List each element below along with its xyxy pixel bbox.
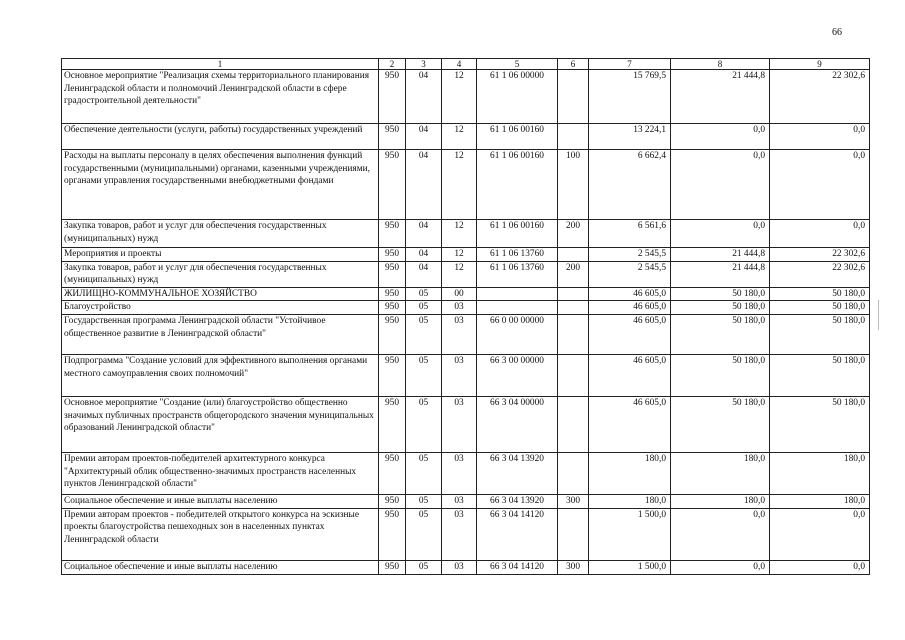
cell-subsection: 03: [442, 560, 477, 574]
cell-sum-2: 50 180,0: [671, 314, 770, 354]
cell-sum-3: 180,0: [770, 494, 870, 508]
cell-subsection: 03: [442, 452, 477, 494]
cell-sum-1: 1 500,0: [589, 560, 671, 574]
cell-admin: 950: [379, 560, 406, 574]
cell-sum-2: 21 444,8: [671, 70, 770, 124]
cell-sum-3: 50 180,0: [770, 301, 870, 315]
cell-section: 04: [406, 150, 442, 220]
cell-sum-2: 21 444,8: [671, 261, 770, 287]
budget-table: [61, 58, 870, 575]
cell-admin: 950: [379, 508, 406, 560]
cell-sum-3: 50 180,0: [770, 354, 870, 396]
cell-type: [558, 301, 589, 315]
cell-section: 05: [406, 396, 442, 452]
col-header: 7: [589, 59, 671, 70]
cell-subsection: 12: [442, 248, 477, 262]
cell-subsection: 12: [442, 220, 477, 248]
cell-target: 61 1 06 13760: [477, 248, 558, 262]
cell-sum-3: 50 180,0: [770, 314, 870, 354]
cell-target: [477, 287, 558, 301]
cell-name: Расходы на выплаты персоналу в целях обеспечения выполнения функций государственными (муниципальными) органами, казенными учреждениями, органами управления государственными внебюджетными фондами: [62, 150, 379, 220]
col-header: 6: [558, 59, 589, 70]
cell-target: 61 1 06 00160: [477, 124, 558, 150]
cell-target: 66 3 04 14120: [477, 508, 558, 560]
cell-sum-1: 46 605,0: [589, 354, 671, 396]
cell-sum-2: 180,0: [671, 494, 770, 508]
cell-sum-3: 22 302,6: [770, 70, 870, 124]
cell-target: 61 1 06 00000: [477, 70, 558, 124]
scan-artifact: [878, 300, 879, 330]
cell-type: [558, 70, 589, 124]
cell-sum-3: 0,0: [770, 150, 870, 220]
cell-section: 05: [406, 494, 442, 508]
cell-name: Мероприятия и проекты: [62, 248, 379, 262]
table-row: [62, 508, 870, 560]
cell-type: [558, 396, 589, 452]
table-row: [62, 220, 870, 248]
cell-section: 05: [406, 452, 442, 494]
cell-type: [558, 354, 589, 396]
cell-sum-2: 0,0: [671, 508, 770, 560]
cell-target: 66 0 00 00000: [477, 314, 558, 354]
cell-subsection: 03: [442, 396, 477, 452]
cell-sum-1: 13 224,1: [589, 124, 671, 150]
table-row: [62, 452, 870, 494]
cell-section: 04: [406, 261, 442, 287]
cell-name: Государственная программа Ленинградской области "Устойчивое общественное развитие в Ленинградской области": [62, 314, 379, 354]
cell-sum-3: 0,0: [770, 508, 870, 560]
table-row: [62, 287, 870, 301]
cell-sum-2: 21 444,8: [671, 248, 770, 262]
cell-sum-2: 0,0: [671, 150, 770, 220]
table-row: [62, 396, 870, 452]
cell-admin: 950: [379, 70, 406, 124]
cell-name: Социальное обеспечение и иные выплаты населению: [62, 494, 379, 508]
cell-section: 05: [406, 508, 442, 560]
cell-section: 04: [406, 70, 442, 124]
cell-type: [558, 452, 589, 494]
cell-section: 04: [406, 248, 442, 262]
cell-type: 200: [558, 220, 589, 248]
cell-sum-1: 15 769,5: [589, 70, 671, 124]
cell-sum-3: 50 180,0: [770, 287, 870, 301]
cell-subsection: 03: [442, 494, 477, 508]
cell-sum-1: 6 662,4: [589, 150, 671, 220]
cell-section: 05: [406, 287, 442, 301]
cell-name: ЖИЛИЩНО-КОММУНАЛЬНОЕ ХОЗЯЙСТВО: [62, 287, 379, 301]
cell-admin: 950: [379, 396, 406, 452]
table-row: [62, 314, 870, 354]
cell-sum-2: 50 180,0: [671, 287, 770, 301]
cell-name: Закупка товаров, работ и услуг для обеспечения государственных (муниципальных) нужд: [62, 261, 379, 287]
table-body: [62, 70, 870, 575]
cell-sum-2: 50 180,0: [671, 301, 770, 315]
cell-sum-2: 180,0: [671, 452, 770, 494]
col-header: 3: [406, 59, 442, 70]
cell-sum-1: 1 500,0: [589, 508, 671, 560]
cell-sum-3: 180,0: [770, 452, 870, 494]
cell-section: 05: [406, 354, 442, 396]
cell-sum-1: 180,0: [589, 452, 671, 494]
cell-section: 04: [406, 220, 442, 248]
cell-name: Закупка товаров, работ и услуг для обеспечения государственных (муниципальных) нужд: [62, 220, 379, 248]
col-header: 1: [62, 59, 379, 70]
cell-subsection: 03: [442, 354, 477, 396]
cell-admin: 950: [379, 452, 406, 494]
cell-subsection: 12: [442, 124, 477, 150]
table-row: [62, 70, 870, 124]
cell-target: [477, 301, 558, 315]
cell-sum-1: 46 605,0: [589, 287, 671, 301]
cell-section: 04: [406, 124, 442, 150]
cell-sum-3: 50 180,0: [770, 396, 870, 452]
cell-sum-3: 22 302,6: [770, 248, 870, 262]
cell-sum-3: 22 302,6: [770, 261, 870, 287]
cell-admin: 950: [379, 314, 406, 354]
cell-target: 66 3 00 00000: [477, 354, 558, 396]
cell-sum-1: 180,0: [589, 494, 671, 508]
cell-type: 100: [558, 150, 589, 220]
table-row: [62, 261, 870, 287]
cell-type: 200: [558, 261, 589, 287]
cell-sum-1: 2 545,5: [589, 248, 671, 262]
table-row: [62, 560, 870, 574]
cell-name: Основное мероприятие "Реализация схемы территориального планирования Ленинградской области и полномочий Ленинградской области в сфере градостроительной деятельности": [62, 70, 379, 124]
cell-subsection: 03: [442, 314, 477, 354]
cell-sum-3: 0,0: [770, 220, 870, 248]
cell-subsection: 12: [442, 150, 477, 220]
cell-target: 66 3 04 00000: [477, 396, 558, 452]
col-header: 2: [379, 59, 406, 70]
cell-subsection: 12: [442, 70, 477, 124]
cell-subsection: 00: [442, 287, 477, 301]
cell-type: [558, 314, 589, 354]
cell-section: 05: [406, 301, 442, 315]
cell-admin: 950: [379, 220, 406, 248]
page-number: 66: [832, 27, 842, 38]
cell-sum-2: 0,0: [671, 124, 770, 150]
cell-admin: 950: [379, 354, 406, 396]
cell-type: [558, 248, 589, 262]
cell-name: Премии авторам проектов-победителей архитектурного конкурса "Архитектурный облик общественно-значимых пространств населенных пунктов Ленинградской области": [62, 452, 379, 494]
cell-admin: 950: [379, 494, 406, 508]
cell-name: Основное мероприятие "Создание (или) благоустройство общественно значимых публичных пространств общегородского значения муниципальных образований Ленинградской области": [62, 396, 379, 452]
cell-name: Социальное обеспечение и иные выплаты населению: [62, 560, 379, 574]
col-header: 4: [442, 59, 477, 70]
cell-admin: 950: [379, 150, 406, 220]
cell-sum-3: 0,0: [770, 560, 870, 574]
col-header: 8: [671, 59, 770, 70]
table-row: [62, 354, 870, 396]
cell-admin: 950: [379, 261, 406, 287]
table-row: [62, 248, 870, 262]
cell-subsection: 03: [442, 508, 477, 560]
cell-target: 66 3 04 13920: [477, 494, 558, 508]
cell-type: [558, 124, 589, 150]
cell-admin: 950: [379, 248, 406, 262]
cell-target: 66 3 04 13920: [477, 452, 558, 494]
cell-subsection: 03: [442, 301, 477, 315]
cell-name: Премии авторам проектов - победителей открытого конкурса на эскизные проекты благоустройства пешеходных зон в населенных пунктах Ленинградской области: [62, 508, 379, 560]
cell-sum-2: 50 180,0: [671, 354, 770, 396]
col-header: 5: [477, 59, 558, 70]
cell-target: 61 1 06 00160: [477, 150, 558, 220]
cell-name: Подпрограмма "Создание условий для эффективного выполнения органами местного самоуправления своих полномочий": [62, 354, 379, 396]
cell-type: [558, 508, 589, 560]
cell-target: 61 1 06 00160: [477, 220, 558, 248]
cell-type: 300: [558, 560, 589, 574]
cell-type: 300: [558, 494, 589, 508]
table-row: [62, 494, 870, 508]
header-row: [62, 59, 870, 70]
cell-admin: 950: [379, 287, 406, 301]
cell-sum-3: 0,0: [770, 124, 870, 150]
table-row: [62, 124, 870, 150]
cell-sum-2: 0,0: [671, 220, 770, 248]
cell-sum-2: 0,0: [671, 560, 770, 574]
cell-sum-1: 46 605,0: [589, 396, 671, 452]
table-row: [62, 301, 870, 315]
table-row: [62, 150, 870, 220]
cell-sum-1: 46 605,0: [589, 314, 671, 354]
cell-name: Обеспечение деятельности (услуги, работы) государственных учреждений: [62, 124, 379, 150]
cell-sum-2: 50 180,0: [671, 396, 770, 452]
cell-type: [558, 287, 589, 301]
cell-sum-1: 46 605,0: [589, 301, 671, 315]
cell-subsection: 12: [442, 261, 477, 287]
col-header: 9: [770, 59, 870, 70]
cell-sum-1: 2 545,5: [589, 261, 671, 287]
cell-name: Благоустройство: [62, 301, 379, 315]
cell-section: 05: [406, 560, 442, 574]
cell-target: 66 3 04 14120: [477, 560, 558, 574]
cell-admin: 950: [379, 301, 406, 315]
cell-sum-1: 6 561,6: [589, 220, 671, 248]
cell-section: 05: [406, 314, 442, 354]
cell-admin: 950: [379, 124, 406, 150]
cell-target: 61 1 06 13760: [477, 261, 558, 287]
